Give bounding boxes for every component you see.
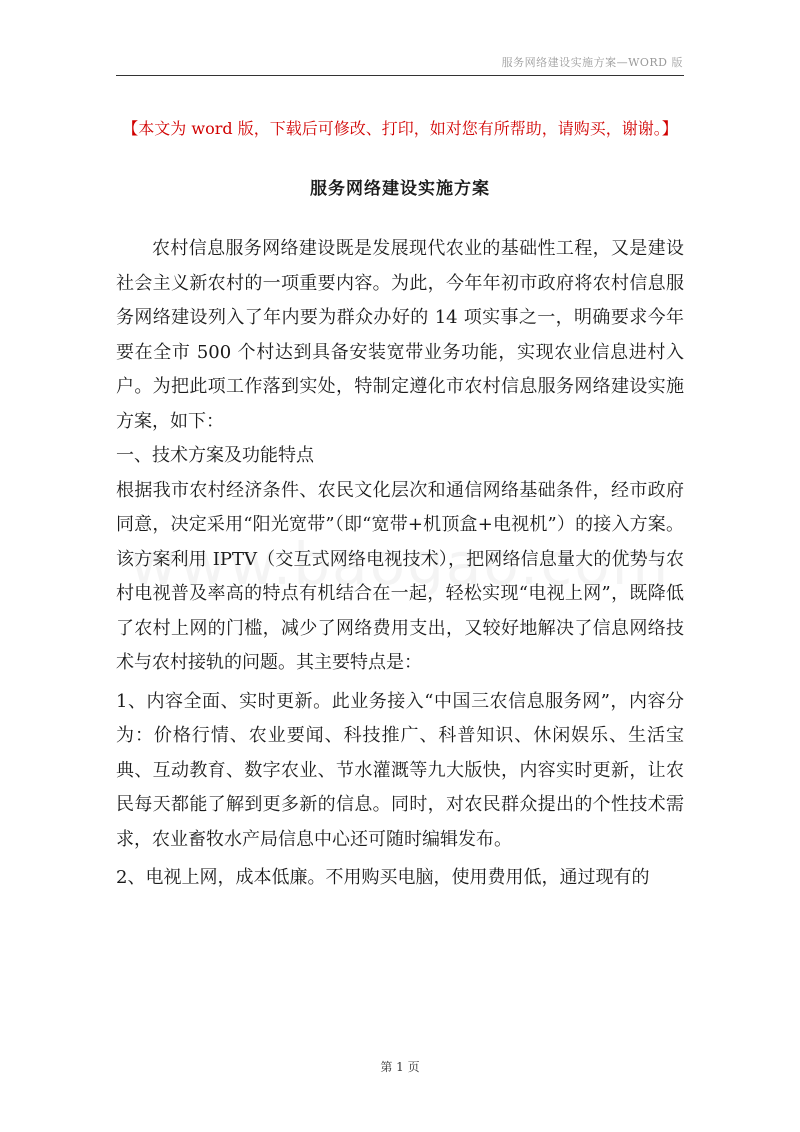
paragraph-intro: 农村信息服务网络建设既是发展现代农业的基础性工程，又是建设社会主义新农村的一项重要内容。为此，今年年初市政府将农村信息服务网络建设列入了年内要为群众办好的 14 项实事之一，明确要求今年要在全市 500 个村达到具备安装宽带业务功能，实现农业信息进村入户。为把此项工作落到实处，特制定遵化市农村信息服务网络建设实施方案，如下：: [116, 238, 684, 432]
paragraph-point-2: 2、电视上网，成本低廉。不用购买电脑，使用费用低，通过现有的: [116, 867, 650, 888]
page-number: 第 1 页: [380, 1060, 420, 1074]
document-body: [116, 232, 684, 896]
section-heading-1: 一、技术方案及功能特点: [116, 445, 314, 466]
paragraph-point-1: 1、内容全面、实时更新。此业务接入“中国三农信息服务网”，内容分为：价格行情、农业要闻、科技推广、科普知识、休闲娱乐、生活宝典、互动教育、数字农业、节水灌溉等九大版快，内容实时更新，让农民每天都能了解到更多新的信息。同时，对农民群众提出的个性技术需求，农业畜牧水产局信息中心还可随时编辑发布。: [116, 690, 684, 850]
header-divider: [116, 75, 684, 76]
document-title: 服务网络建设实施方案: [310, 179, 490, 199]
purchase-notice: 【本文为 word 版，下载后可修改、打印，如对您有所帮助，请购买，谢谢。】: [122, 119, 678, 138]
running-header: 服务网络建设实施方案—WORD 版: [501, 56, 683, 69]
paragraph-tech-plan: 根据我市农村经济条件、农民文化层次和通信网络基础条件，经市政府同意，决定采用“阳光宽带”（即“宽带+机顶盒+电视机”）的接入方案。该方案利用 IPTV（交互式网络电视技术），把网络信息量大的优势与农村电视普及率高的特点有机结合在一起，轻松实现“电视上网”，既降低了农村上网的门槛，减少了网络费用支出，又较好地解决了信息网络技术与农村接轨的问题。其主要特点是：: [116, 479, 684, 673]
